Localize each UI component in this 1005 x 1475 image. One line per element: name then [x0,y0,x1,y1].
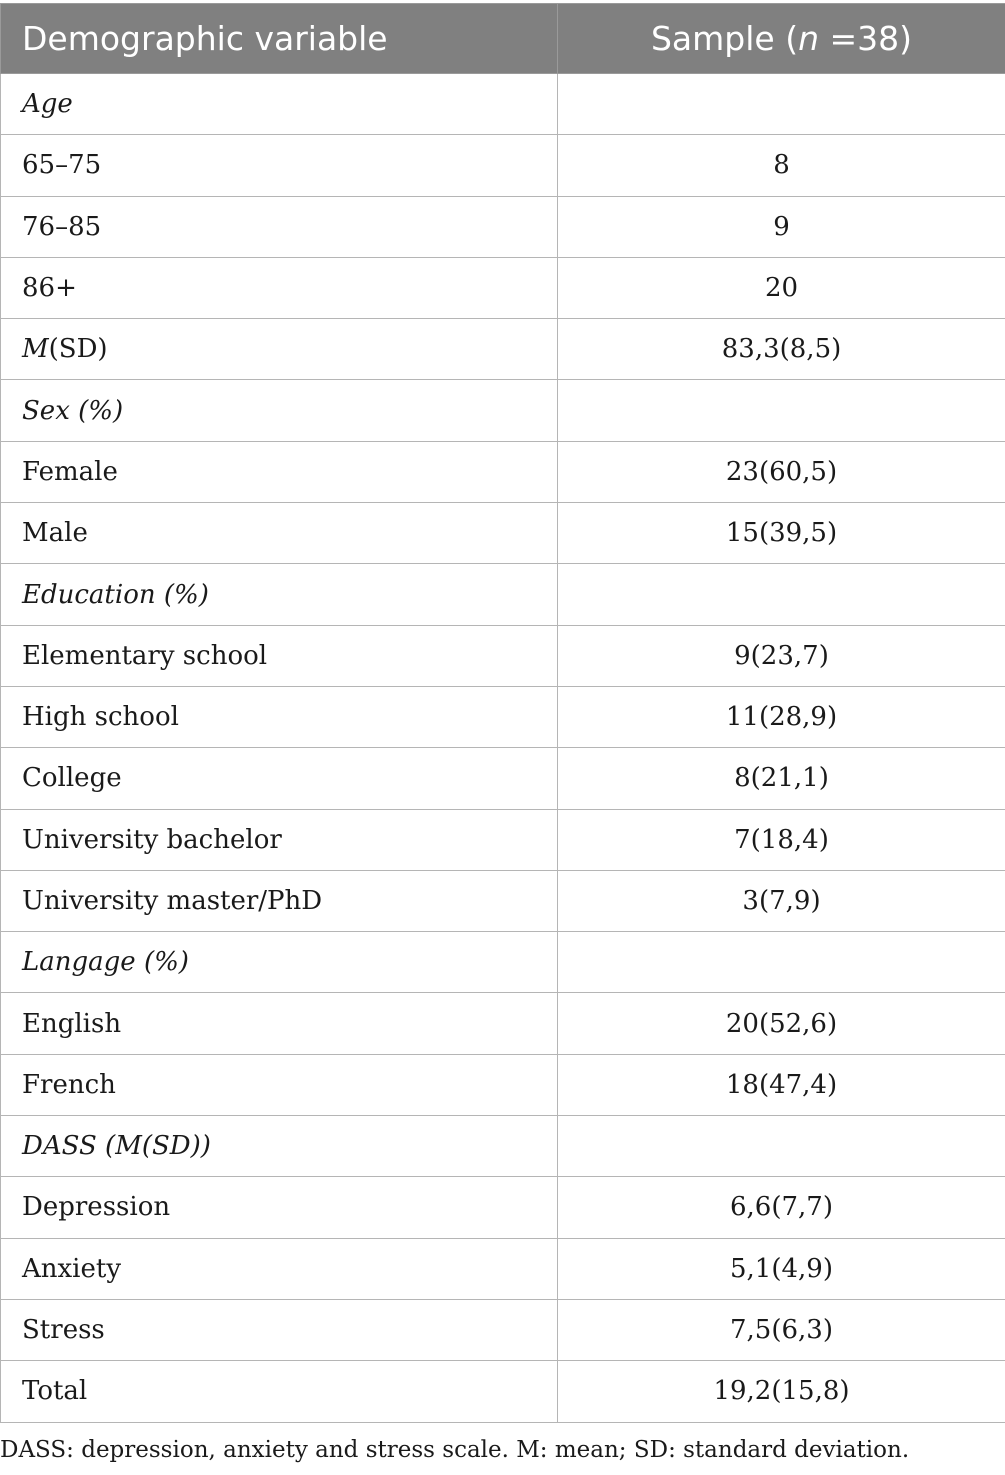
section-label: Langage (%) [1,932,558,993]
table-row [1,1177,1005,1238]
row-value: 9(23,7) [558,625,1005,686]
row-label: Elementary school [1,625,558,686]
row-value: 7(18,4) [558,809,1005,870]
row-value: 3(7,9) [558,870,1005,931]
table-header [1,4,1005,74]
section-label: Age [1,74,558,135]
row-label: Depression [1,1177,558,1238]
table-row [1,196,1005,257]
header-sample-suffix: =38) [819,19,913,58]
row-label: University bachelor [1,809,558,870]
header-variable: Demographic variable [1,4,558,74]
row-value: 6,6(7,7) [558,1177,1005,1238]
table-row [1,441,1005,502]
row-label: High school [1,686,558,747]
header-sample [558,4,1005,74]
row-value: 83,3(8,5) [558,319,1005,380]
row-value: 15(39,5) [558,503,1005,564]
table-row [1,748,1005,809]
row-value: 7,5(6,3) [558,1299,1005,1360]
header-sample-prefix: Sample ( [650,19,799,58]
table-row [1,1238,1005,1299]
table-row [1,625,1005,686]
row-label: 76–85 [1,196,558,257]
table-body [1,74,1005,1423]
table-row [1,686,1005,747]
table-row [1,503,1005,564]
section-label: Education (%) [1,564,558,625]
row-value: 19,2(15,8) [558,1361,1005,1422]
row-label: College [1,748,558,809]
row-label: Stress [1,1299,558,1360]
row-label: Male [1,503,558,564]
row-value: 20(52,6) [558,993,1005,1054]
row-label: 65–75 [1,135,558,196]
row-value [558,932,1005,993]
table-row [1,135,1005,196]
table-footnote: DASS: depression, anxiety and stress scale. M: mean; SD: standard deviation. [0,1437,910,1463]
section-row [1,1116,1005,1177]
section-label: Sex (%) [1,380,558,441]
section-label: DASS (M(SD)) [1,1116,558,1177]
table-row [1,1054,1005,1115]
row-label [1,319,558,380]
row-label-rest: (SD) [48,334,108,365]
row-label: French [1,1054,558,1115]
row-label: Total [1,1361,558,1422]
table-row [1,319,1005,380]
section-row [1,74,1005,135]
demographics-table [0,3,1005,1423]
row-label: University master/PhD [1,870,558,931]
header-row [1,4,1005,74]
row-label: 86+ [1,257,558,318]
table-row [1,257,1005,318]
row-label-italic: M [22,334,49,365]
row-value [558,564,1005,625]
row-value: 9 [558,196,1005,257]
table-row [1,1299,1005,1360]
table-row [1,993,1005,1054]
row-label: Anxiety [1,1238,558,1299]
section-row [1,932,1005,993]
row-value: 20 [558,257,1005,318]
row-label: Female [1,441,558,502]
row-value: 8(21,1) [558,748,1005,809]
row-value: 11(28,9) [558,686,1005,747]
row-label: English [1,993,558,1054]
row-value [558,74,1005,135]
row-value: 5,1(4,9) [558,1238,1005,1299]
row-value: 18(47,4) [558,1054,1005,1115]
section-row [1,564,1005,625]
row-value [558,1116,1005,1177]
row-value: 23(60,5) [558,441,1005,502]
section-row [1,380,1005,441]
row-value: 8 [558,135,1005,196]
table-row [1,1361,1005,1422]
row-value [558,380,1005,441]
table-row [1,870,1005,931]
table-row [1,809,1005,870]
header-sample-n: n [798,19,819,58]
